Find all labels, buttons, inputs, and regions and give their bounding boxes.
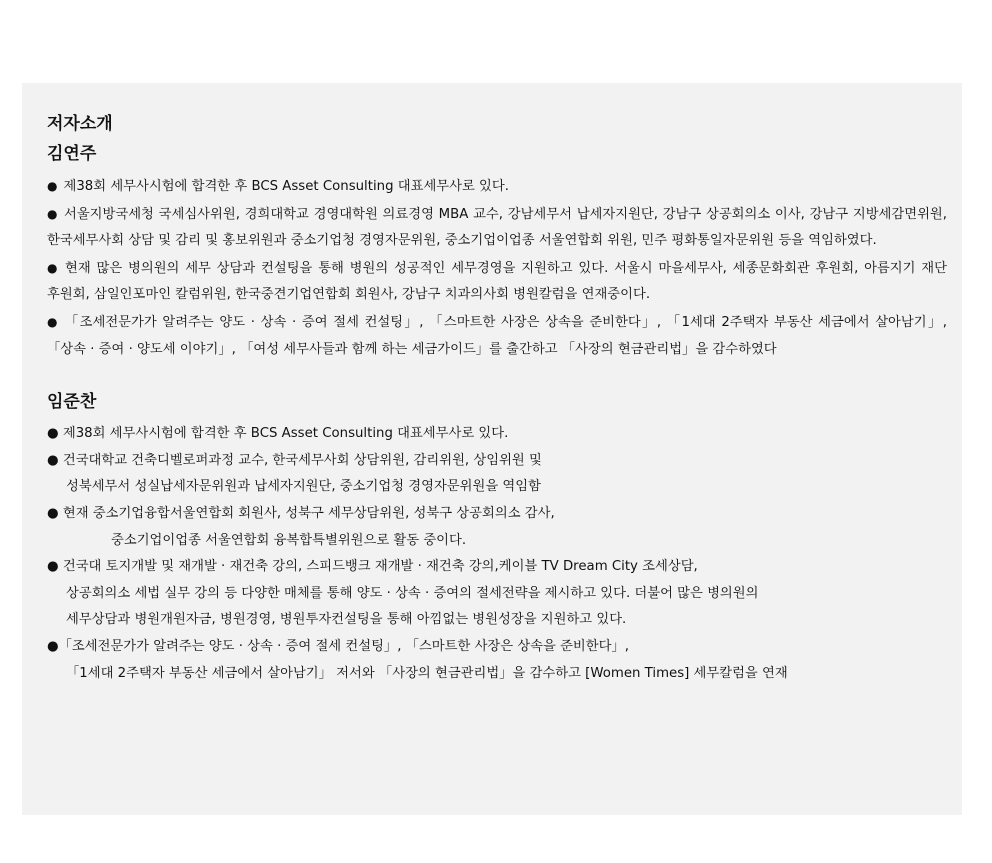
bullet-icon: ● [47,452,59,468]
author2-item-5-cont: 「1세대 2주택자 부동산 세금에서 살아남기」 저서와 「사장의 현금관리법」을 감수하고 [Women Times] 세무칼럼을 연재 [66,665,788,681]
bullet-icon: ● [47,260,60,275]
author1-item-3: ● 현재 많은 병의원의 세무 상담과 컨설팅을 통해 병원의 성공적인 세무경영을 지원하고 있다. 서울시 마을세무사, 세종문화회관 후원회, 아름지기 재단 후원회, 삼일인포마인 칼럼위원, 한국중견기업연합회 회원사, 강남구 치과의사회 병원칼럼을 연재중이다. [47,260,947,303]
author-intro-panel [22,83,962,815]
author-name-2: 임준찬 [47,392,97,413]
bullet-icon: ● [47,314,59,329]
author2-item-4-cont-1: 상공회의소 세법 실무 강의 등 다양한 매체를 통해 양도 · 상속 · 증여의 절세전략을 제시하고 있다. 더불어 많은 병의원의 [66,585,759,601]
author1-item-2: ● 서울지방국세청 국세심사위원, 경희대학교 경영대학원 의료경영 MBA 교수, 강남세무서 납세자지원단, 강남구 상공회의소 이사, 강남구 지방세감면위원, 한국세무사회 상담 및 감리 및 홍보위원과 중소기업청 경영자문위원, 중소기업이업종 서울연합회 위원, 민주 평화통일자문위원 등을 역임하였다. [47,206,947,249]
bullet-icon: ● [47,505,59,521]
section-title: 저자소개 [47,114,113,134]
bullet-icon: ● [47,426,59,442]
author-name-1: 김연주 [47,144,97,164]
author1-item-4: ● 「조세전문가가 알려주는 양도 · 상속 · 증여 절세 컨설팅」, 「스마트한 사장은 상속을 준비한다」, 「1세대 2주택자 부동산 세금에서 살아남기」, 「상속 · 증여 · 양도세 이야기」, 「여성 세무사들과 함께 하는 세금가이드」를 출간하고 「사장의 현금관리법」을 감수하였다 [47,314,947,357]
bullet-icon: ● [47,206,58,221]
author2-item-5: ●「조세전문가가 알려주는 양도 · 상속 · 증여 절세 컨설팅」, 「스마트한 사장은 상속을 준비한다」, [47,638,629,654]
author2-item-4-cont-2: 세무상담과 병원개원자금, 병원경영, 병원투자컨설팅을 통해 아낌없는 병원성장을 지원하고 있다. [66,612,627,628]
author2-item-3-cont: 중소기업이업종 서울연합회 융복합특별위원으로 활동 중이다. [111,532,467,548]
bullet-icon: ● [47,638,59,654]
bullet-icon: ● [47,559,59,575]
author2-item-4: ● 건국대 토지개발 및 재개발 · 재건축 강의, 스피드뱅크 재개발 · 재건축 강의,케이블 TV Dream City 조세상담, [47,559,698,575]
author2-item-3: ● 현재 중소기업융합서울연합회 회원사, 성북구 세무상담위원, 성북구 상공회의소 감사, [47,505,555,521]
author-intro-content [47,113,947,687]
author2-item-1: ● 제38회 세무사시험에 합격한 후 BCS Asset Consulting 대표세무사로 있다. [47,426,509,442]
author1-item-1: ● 제38회 세무사시험에 합격한 후 BCS Asset Consulting 대표세무사로 있다. [47,179,509,194]
author2-item-2-cont: 성북세무서 성실납세자문위원과 납세자지원단, 중소기업청 경영자문위원을 역임함 [66,479,541,495]
bullet-icon: ● [47,179,58,193]
author2-item-2: ● 건국대학교 건축디벨로퍼과정 교수, 한국세무사회 상담위원, 감리위원, 상임위원 및 [47,452,542,468]
